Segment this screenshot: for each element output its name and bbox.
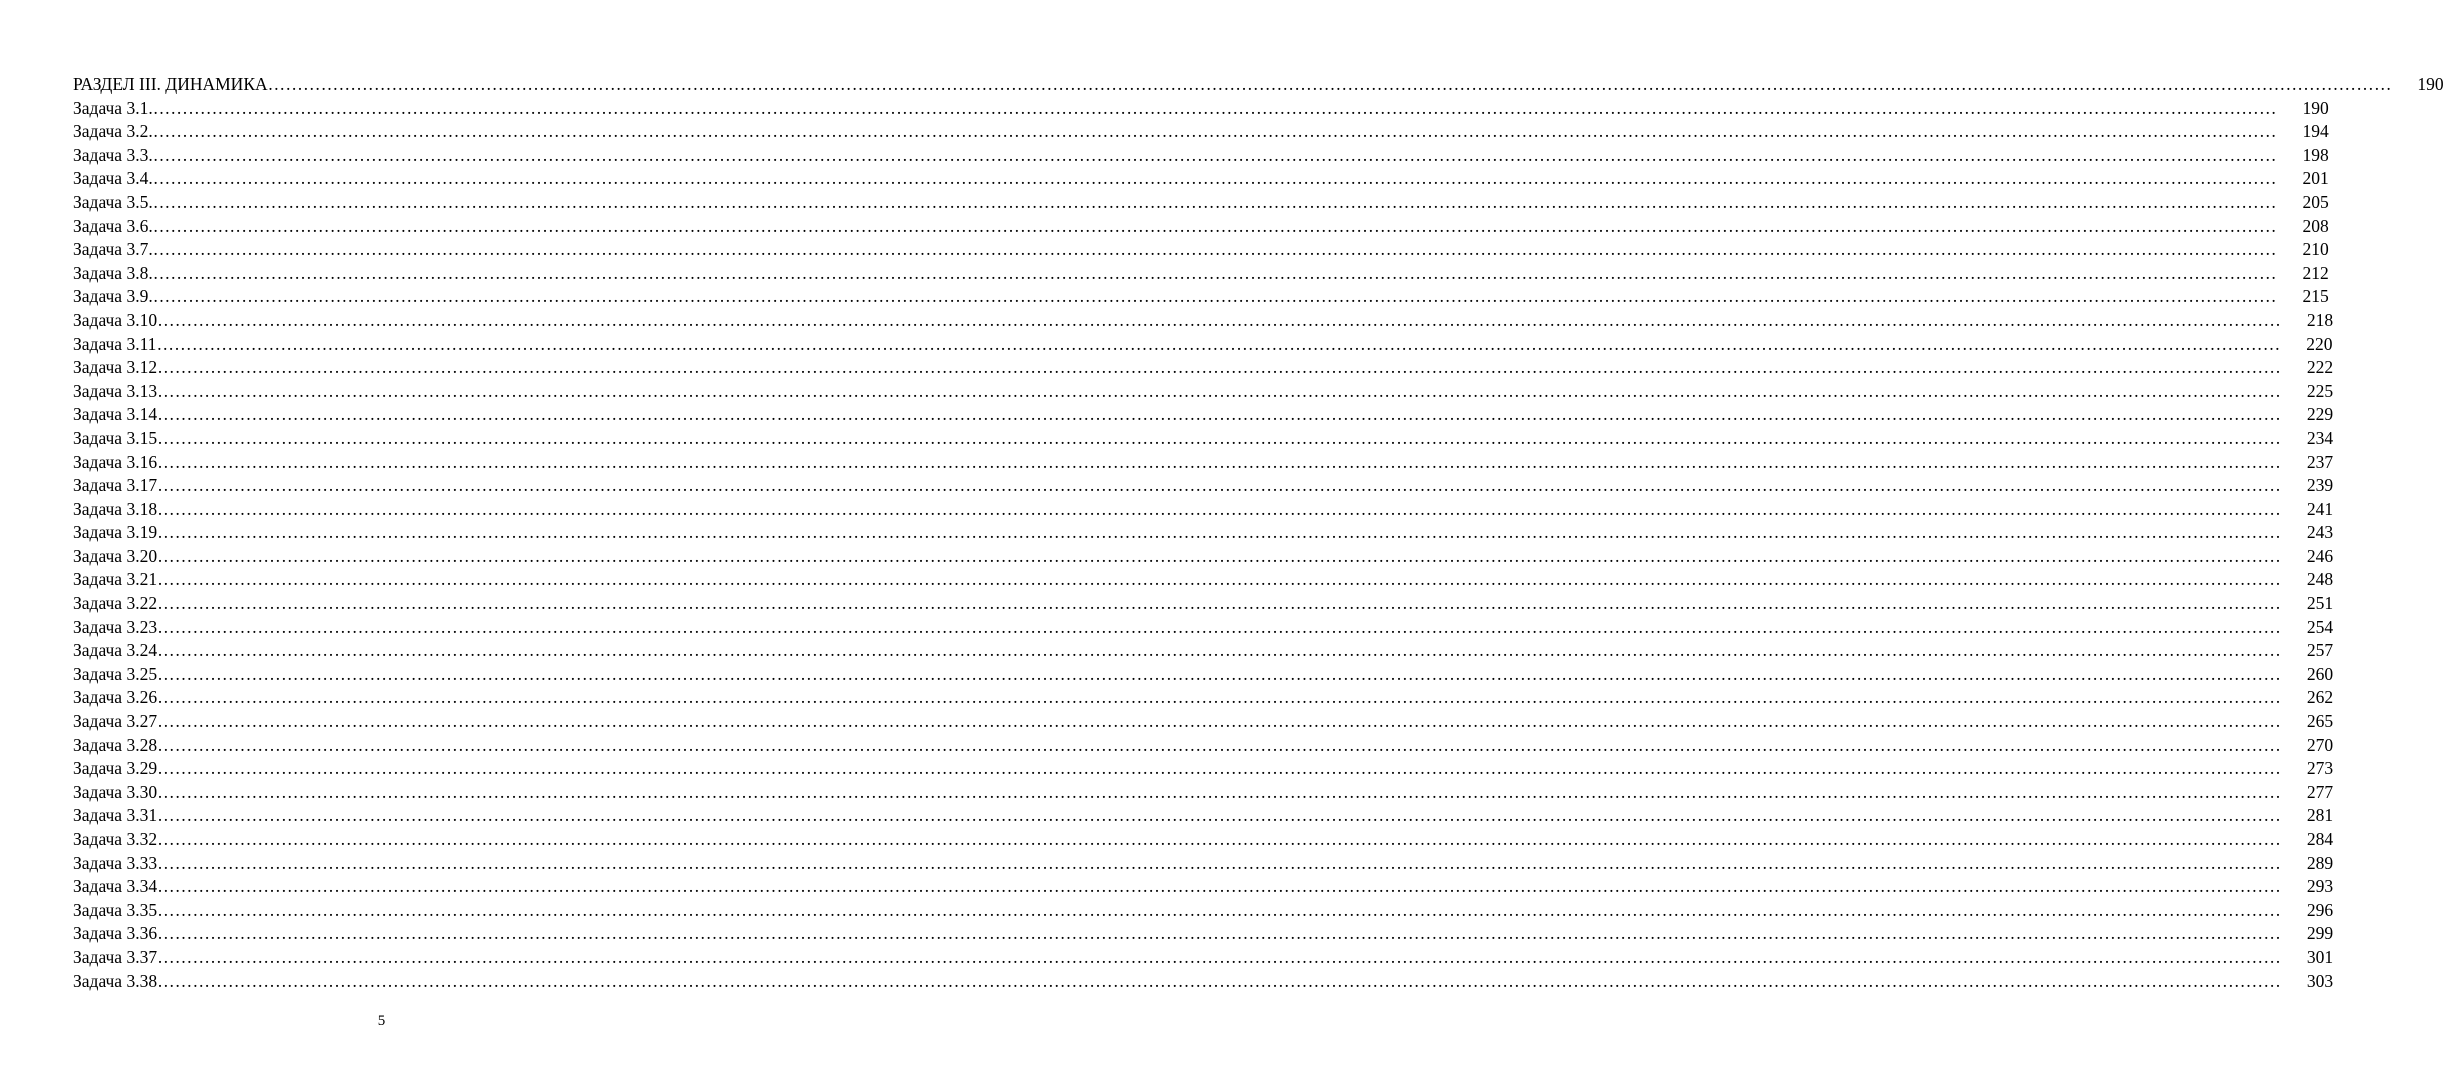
toc-entry-label: Задача 3.11 — [73, 333, 157, 354]
toc-dot-leader: ……………………………………………………………………………………………………………………………………………………………………………………………………………………………………………………………………………………………………………………………… — [157, 593, 2282, 614]
toc-entry-page: 257 — [2306, 640, 2334, 661]
toc-entry — [73, 710, 2334, 734]
toc-dot-leader: ……………………………………………………………………………………………………………………………………………………………………………………………………………………………………………………………………………………………………………………………… — [157, 758, 2282, 779]
toc-entry-label: Задача 3.20 — [73, 545, 158, 566]
toc-entry-label: Задача 3.24 — [73, 640, 158, 661]
toc-entry-label: Задача 3.3. — [73, 144, 153, 165]
toc-dot-leader: ……………………………………………………………………………………………………………………………………………………………………………………………………………………………………………………………………………………………………………………………… — [157, 451, 2282, 472]
toc-entry-label: Задача 3.19 — [73, 522, 158, 543]
toc-entry-page: 277 — [2306, 781, 2334, 802]
toc-entry-label: Задача 3.13 — [73, 380, 158, 401]
toc-entry-label: Задача 3.38 — [73, 970, 158, 991]
toc-entry — [73, 498, 2334, 522]
toc-dot-leader: ……………………………………………………………………………………………………………………………………………………………………………………………………………………………………………………………………………………………………………………………… — [157, 687, 2282, 708]
toc-entry-page: 222 — [2306, 357, 2334, 378]
toc-entry-page: 296 — [2306, 899, 2334, 920]
toc-entry — [73, 592, 2334, 616]
toc-entry-page: 212 — [2302, 262, 2329, 283]
toc-dot-leader: ……………………………………………………………………………………………………………………………………………………………………………………………………………………………………………………………………………………………………………………………… — [157, 829, 2282, 849]
toc-entry-label: Задача 3.2. — [73, 121, 153, 142]
toc-entry — [73, 545, 2334, 569]
toc-entry-label: Задача 3.36 — [73, 923, 158, 944]
toc-entry-label: Задача 3.18 — [73, 498, 158, 519]
toc-dot-leader: ……………………………………………………………………………………………………………………………………………………………………………………………………………………………………………………………………………………………………………………………… — [157, 309, 2282, 330]
toc-entry-page: 246 — [2306, 545, 2334, 566]
toc-entry — [73, 757, 2334, 781]
toc-entry — [73, 828, 2334, 852]
toc-dot-leader: ……………………………………………………………………………………………………………………………………………………………………………………………………………………………………………………………………………………………………………………………… — [152, 144, 2277, 165]
toc-entry-page: 218 — [2306, 309, 2334, 330]
toc-entry — [73, 144, 2329, 168]
toc-entry-label: Задача 3.35 — [73, 899, 158, 920]
toc-entry — [73, 875, 2334, 899]
toc-dot-leader: ……………………………………………………………………………………………………………………………………………………………………………………………………………………………………………………………………………………………………………………………… — [157, 805, 2282, 826]
toc-entry — [73, 97, 2329, 121]
toc-entry-page: 210 — [2302, 239, 2329, 260]
toc-dot-leader: ……………………………………………………………………………………………………………………………………………………………………………………………………………………………………………………………………………………………………………………………… — [156, 333, 2281, 354]
toc-entry-page: 289 — [2306, 852, 2334, 873]
toc-entry-page: 254 — [2306, 616, 2334, 637]
toc-entry-page: 281 — [2306, 805, 2334, 826]
toc-entry-label: Задача 3.28 — [73, 734, 158, 755]
toc-dot-leader: ……………………………………………………………………………………………………………………………………………………………………………………………………………………………………………………………………………………………………………………………… — [267, 74, 2392, 94]
toc-entry — [73, 215, 2329, 239]
toc-entry-label: Задача 3.34 — [73, 876, 158, 897]
table-of-contents — [73, 73, 2444, 993]
toc-entry-label: Задача 3.21 — [73, 569, 158, 590]
toc-entry-label: Задача 3.25 — [73, 663, 158, 684]
toc-entry-page: 299 — [2306, 923, 2334, 944]
toc-entry — [73, 922, 2334, 946]
toc-entry-label: Задача 3.5. — [73, 191, 153, 212]
toc-entry — [73, 333, 2333, 357]
toc-entry — [73, 781, 2334, 805]
toc-entry-label: Задача 3.16 — [73, 451, 158, 472]
toc-entry — [73, 309, 2334, 333]
toc-entry-label: Задача 3.27 — [73, 711, 158, 732]
toc-entry-page: 190 — [2302, 97, 2329, 118]
toc-dot-leader: ……………………………………………………………………………………………………………………………………………………………………………………………………………………………………………………………………………………………………………………………… — [157, 781, 2282, 802]
toc-entry-page: 239 — [2306, 475, 2334, 496]
toc-dot-leader: ……………………………………………………………………………………………………………………………………………………………………………………………………………………………………………………………………………………………………………………………… — [157, 923, 2282, 944]
toc-entry-label: Задача 3.6. — [73, 215, 153, 236]
toc-dot-leader: ……………………………………………………………………………………………………………………………………………………………………………………………………………………………………………………………………………………………………………………………… — [152, 97, 2277, 118]
toc-entry-page: 284 — [2306, 829, 2334, 849]
toc-dot-leader: ……………………………………………………………………………………………………………………………………………………………………………………………………………………………………………………………………………………………………………………………… — [152, 168, 2277, 189]
toc-dot-leader: ……………………………………………………………………………………………………………………………………………………………………………………………………………………………………………………………………………………………………………………………… — [157, 663, 2282, 684]
toc-entry-label: Задача 3.22 — [73, 593, 158, 614]
toc-entry-page: 248 — [2306, 569, 2334, 590]
toc-entry-label: Задача 3.33 — [73, 852, 158, 873]
toc-entry-page: 262 — [2306, 687, 2334, 708]
toc-entry — [73, 451, 2334, 475]
toc-dot-leader: ……………………………………………………………………………………………………………………………………………………………………………………………………………………………………………………………………………………………………………………………… — [152, 262, 2277, 283]
toc-entry-page: 194 — [2302, 121, 2329, 142]
toc-entry-label: Задача 3.15 — [73, 427, 158, 448]
toc-entry-label: Задача 3.23 — [73, 616, 158, 637]
toc-entry-label: Задача 3.12 — [73, 357, 158, 378]
toc-entry — [73, 380, 2334, 404]
toc-dot-leader: ……………………………………………………………………………………………………………………………………………………………………………………………………………………………………………………………………………………………………………………………… — [157, 970, 2282, 991]
toc-entry — [73, 899, 2334, 923]
toc-entry-label: Задача 3.7. — [73, 239, 153, 260]
toc-entry — [73, 356, 2334, 380]
toc-entry-page: 293 — [2306, 876, 2334, 897]
toc-entry-page: 237 — [2306, 451, 2334, 472]
toc-entry-label: Задача 3.10 — [73, 309, 158, 330]
toc-dot-leader: ……………………………………………………………………………………………………………………………………………………………………………………………………………………………………………………………………………………………………………………………… — [152, 191, 2277, 212]
toc-entry-page: 225 — [2306, 380, 2334, 401]
toc-dot-leader: ……………………………………………………………………………………………………………………………………………………………………………………………………………………………………………………………………………………………………………………………… — [152, 286, 2277, 307]
toc-entry-page: 201 — [2302, 168, 2329, 189]
toc-dot-leader: ……………………………………………………………………………………………………………………………………………………………………………………………………………………………………………………………………………………………………………………………… — [152, 239, 2277, 260]
toc-entry — [73, 946, 2334, 970]
toc-entry — [73, 285, 2329, 309]
toc-entry — [73, 734, 2334, 758]
toc-entry-page: 303 — [2306, 970, 2334, 991]
toc-entry — [73, 191, 2329, 215]
toc-entry-label: Задача 3.17 — [73, 475, 158, 496]
toc-dot-leader: ……………………………………………………………………………………………………………………………………………………………………………………………………………………………………………………………………………………………………………………………… — [157, 427, 2282, 448]
toc-entry-page: 215 — [2302, 286, 2329, 307]
toc-dot-leader: ……………………………………………………………………………………………………………………………………………………………………………………………………………………………………………………………………………………………………………………………… — [157, 876, 2282, 897]
toc-dot-leader: ……………………………………………………………………………………………………………………………………………………………………………………………………………………………………………………………………………………………………………………………… — [157, 899, 2282, 920]
toc-entry-label: Задача 3.30 — [73, 781, 158, 802]
toc-entry-page: 229 — [2306, 404, 2334, 425]
toc-dot-leader: ……………………………………………………………………………………………………………………………………………………………………………………………………………………………………………………………………………………………………………………………… — [157, 616, 2282, 637]
toc-entry-page: 198 — [2302, 144, 2329, 165]
toc-dot-leader: ……………………………………………………………………………………………………………………………………………………………………………………………………………………………………………………………………………………………………………………………… — [157, 380, 2282, 401]
toc-dot-leader: ……………………………………………………………………………………………………………………………………………………………………………………………………………………………………………………………………………………………………………………………… — [157, 569, 2282, 590]
toc-entry-page: 251 — [2306, 593, 2334, 614]
toc-entry-label: Задача 3.32 — [73, 829, 158, 849]
toc-entry-page: 243 — [2306, 522, 2334, 543]
toc-entry-page: 301 — [2306, 946, 2334, 967]
toc-dot-leader: ……………………………………………………………………………………………………………………………………………………………………………………………………………………………………………………………………………………………………………………………… — [157, 640, 2282, 661]
toc-entry — [73, 663, 2334, 687]
toc-entry — [73, 262, 2329, 286]
toc-entry — [73, 403, 2334, 427]
toc-entry-label: Задача 3.8. — [73, 262, 153, 283]
toc-entry-label: Задача 3.14 — [73, 404, 158, 425]
toc-entry-page: 241 — [2306, 498, 2334, 519]
toc-entry-label: Задача 3.4. — [73, 168, 153, 189]
toc-entry-label: РАЗДЕЛ III. ДИНАМИКА — [73, 74, 268, 94]
toc-entry — [73, 852, 2334, 876]
toc-dot-leader: ……………………………………………………………………………………………………………………………………………………………………………………………………………………………………………………………………………………………………………………………… — [157, 357, 2282, 378]
toc-entry-page: 265 — [2306, 711, 2334, 732]
toc-entry-label: Задача 3.26 — [73, 687, 158, 708]
toc-entry — [73, 804, 2334, 828]
toc-entry-page: 260 — [2306, 663, 2334, 684]
toc-dot-leader: ……………………………………………………………………………………………………………………………………………………………………………………………………………………………………………………………………………………………………………………………… — [157, 852, 2282, 873]
toc-entry-page: 273 — [2306, 758, 2334, 779]
toc-entry-page: 208 — [2302, 215, 2329, 236]
toc-entry-page: 270 — [2306, 734, 2334, 755]
toc-entry — [73, 427, 2334, 451]
toc-dot-leader: ……………………………………………………………………………………………………………………………………………………………………………………………………………………………………………………………………………………………………………………………… — [157, 946, 2282, 967]
toc-entry-label: Задача 3.9. — [73, 286, 153, 307]
page-number: 5 — [377, 1013, 386, 1029]
toc-dot-leader: ……………………………………………………………………………………………………………………………………………………………………………………………………………………………………………………………………………………………………………………………… — [157, 522, 2282, 543]
toc-entry-label: Задача 3.37 — [73, 946, 158, 967]
toc-entry-page: 190 — [2417, 74, 2444, 94]
toc-dot-leader: ……………………………………………………………………………………………………………………………………………………………………………………………………………………………………………………………………………………………………………………………… — [157, 711, 2282, 732]
toc-entry-page: 234 — [2306, 427, 2334, 448]
toc-entry-page: 205 — [2302, 191, 2329, 212]
toc-dot-leader: ……………………………………………………………………………………………………………………………………………………………………………………………………………………………………………………………………………………………………………………………… — [157, 404, 2282, 425]
toc-entry-label: Задача 3.29 — [73, 758, 158, 779]
toc-entry — [73, 73, 2444, 97]
toc-entry — [73, 238, 2329, 262]
toc-dot-leader: ……………………………………………………………………………………………………………………………………………………………………………………………………………………………………………………………………………………………………………………………… — [157, 734, 2282, 755]
toc-entry — [73, 639, 2334, 663]
toc-dot-leader: ……………………………………………………………………………………………………………………………………………………………………………………………………………………………………………………………………………………………………………………………… — [152, 121, 2277, 142]
toc-entry — [73, 167, 2329, 191]
toc-entry — [73, 568, 2334, 592]
toc-entry-page: 220 — [2306, 333, 2333, 354]
toc-dot-leader: ……………………………………………………………………………………………………………………………………………………………………………………………………………………………………………………………………………………………………………………………… — [152, 215, 2277, 236]
toc-entry — [73, 970, 2334, 994]
toc-dot-leader: ……………………………………………………………………………………………………………………………………………………………………………………………………………………………………………………………………………………………………………………………… — [157, 545, 2282, 566]
toc-entry — [73, 616, 2334, 640]
toc-entry — [73, 120, 2329, 144]
toc-entry-label: Задача 3.1. — [73, 97, 153, 118]
toc-entry — [73, 686, 2334, 710]
toc-entry — [73, 521, 2334, 545]
toc-dot-leader: ……………………………………………………………………………………………………………………………………………………………………………………………………………………………………………………………………………………………………………………………… — [157, 498, 2282, 519]
toc-entry-label: Задача 3.31 — [73, 805, 158, 826]
toc-entry — [73, 474, 2334, 498]
toc-dot-leader: ……………………………………………………………………………………………………………………………………………………………………………………………………………………………………………………………………………………………………………………………… — [157, 475, 2282, 496]
